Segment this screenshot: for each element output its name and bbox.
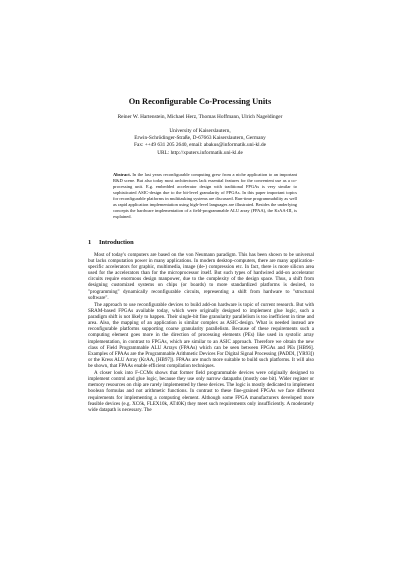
affiliation-block: [0, 128, 400, 157]
affiliation-line: Fax: ++49 631 205 2640, email: abakus@informatik.uni-kl.de: [134, 142, 266, 149]
body-text: [88, 252, 314, 414]
paragraph: A closer look into F-CCMs shows that former field programmable devices were originally designed to implement control and glue logic, because they use only narrow datapaths (mostly one bit). Wider register or memory resources on chip are rarely implemented by these devices. The logic is mostly dedicated to implement boolean formulas and not arithmetic functions. In contrast to these fine-grained FPGAs we face different requirements for implementing a computing element. Although some FPGA manufacturers developed more feasible devices (e.g. XC6k, FLEX10k, AT40K) they meet such requirements only insufficiently. A moderately wide datapath is necessary. The: [88, 370, 314, 413]
affiliation-line: Erwin-Schrödinger-Straße, D-67663 Kaiserslautern, Germany: [134, 135, 266, 142]
paragraph: Most of today's computers are based on the von Neumann paradigm. This has been shown to be universal but lacks computation power in many applications. In modern desktop-computers, there are many application-specific accelerators for graphic, multimedia, image (de-) compression etc. In fact, there is more silicon area used for the accelerators than for the microprocessor itself. But such types of hardwired add-on accelerator circuits require enormous design manpower, due to the complexity of the design space. Thus, a shift from designing customized systems on chips (or boards) to more standardized platforms is desired, to "programming" dynamically reconfigurable circuits, representing a shift from hardware to "structural software".: [88, 252, 314, 301]
abstract: [113, 172, 297, 220]
section-number: 1: [88, 239, 92, 246]
affiliation-line: URL: http://xputers.informatik.uni-kl.de: [157, 149, 243, 156]
abstract-label: Abstract.: [113, 172, 131, 177]
paragraph: The approach to use reconfigurable devices to build add-on hardware is topic of current research. But with SRAM-based FPGAs available today, which were originally designed to implement glue logic, such a paradigm shift is not likely to happen. Their single-bit fine granularity parallelism is too inefficient in time and area. Also, the mapping of an application is similar complex as ASIC-design. What is needed instead are reconfigurable platforms supporting coarse granularity parallelism. Because of these requirements such a computing element goes more in the direction of processing elements (PEs) like used in systolic array implementation, in contrast to FPGAs, which are similar to an ASIC approach. Therefore we obtain the new class of Field Programmable ALU Arrays (FPAAs) which can be seen between FPGAs and PEs [HB96]. Examples of FPAAs are the Programmable Arithmetic Devices For Digital Signal Processing (PADDI, [YR93]) or the Kress ALU Array (KrAA, [HB97]). FPAAs are much more suitable to build such platforms. It will also be shown, that FPAAs enable efficient compilation techniques.: [88, 301, 314, 369]
section-heading: [88, 239, 134, 246]
abstract-text: In the last years reconfigurable computing grew from a niche application to an important R&D scene. But also today most architectures lack essential features for the convenient use as a co-processing unit. E.g. embedded accelerator design with traditional FPGAs is very similar to sophisticated ASIC-design due to the bit-level granularity of FPGAs. In this paper important topics for reconfigurable platforms in multitasking systems are discussed. Run-time programmability as well as rapid application implementation using high-level languages are illustrated. Besides the underlying concepts the hardware implementation of a field-programmable ALU array (FPAA), the KrAA-III, is explained.: [113, 172, 297, 220]
section-title: Introduction: [99, 239, 134, 246]
paper-title: On Reconfigurable Co-Processing Units: [128, 97, 272, 106]
affiliation-line: University of Kaiserslautern,: [169, 128, 231, 134]
author-list: Reiner W. Hartenstein, Michael Herz, Thomas Hoffmann, Ulrich Nageldinger: [117, 114, 283, 120]
